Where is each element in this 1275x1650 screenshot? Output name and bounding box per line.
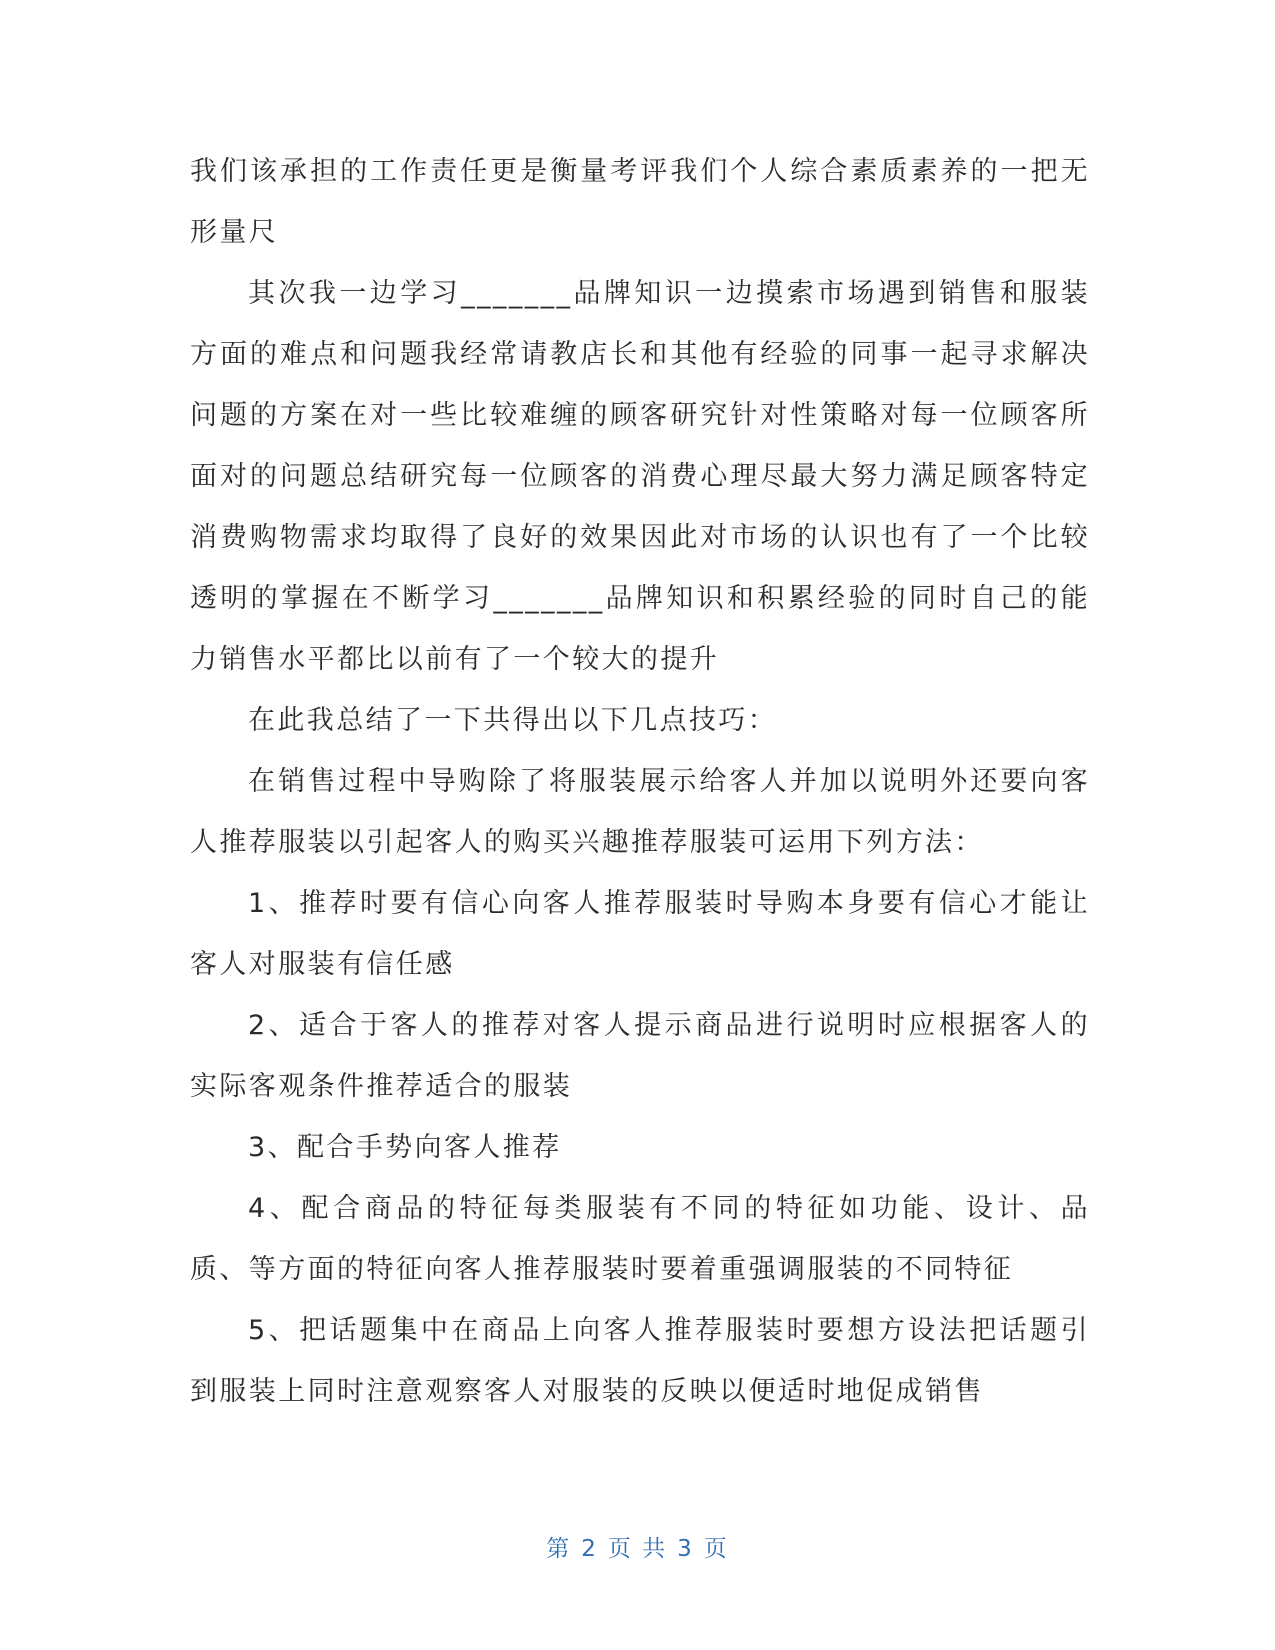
list-item: 3、配合手势向客人推荐 (248, 1132, 562, 1163)
footer-suffix: 页 (703, 1536, 729, 1562)
footer-middle: 页 共 (607, 1536, 668, 1562)
paragraph: 在此我总结了一下共得出以下几点技巧： (248, 705, 778, 736)
page-footer (0, 1530, 1275, 1563)
current-page-number: 2 (581, 1536, 598, 1562)
paragraph: 在销售过程中导购除了将服装展示给客人并加以说明外还要向客人推荐服装以引起客人的购买兴趣推荐服装可运用下列方法： (190, 766, 1090, 858)
list-item: 5、把话题集中在商品上向客人推荐服装时要想方设法把话题引到服装上同时注意观察客人对服装的反映以便适时地促成销售 (190, 1315, 1090, 1407)
footer-prefix: 第 (546, 1536, 572, 1562)
total-pages-number: 3 (677, 1536, 694, 1562)
paragraph: 其次我一边学习_______品牌知识一边摸索市场遇到销售和服装方面的难点和问题我经常请教店长和其他有经验的同事一起寻求解决问题的方案在对一些比较难缠的顾客研究针对性策略对每一位顾客所面对的问题总结研究每一位顾客的消费心理尽最大努力满足顾客特定消费购物需求均取得了良好的效果因此对市场的认识也有了一个比较透明的掌握在不断学习_______品牌知识和积累经验的同时自己的能力销售水平都比以前有了一个较大的提升 (190, 278, 1090, 675)
list-item: 2、适合于客人的推荐对客人提示商品进行说明时应根据客人的实际客观条件推荐适合的服装 (190, 1010, 1090, 1102)
list-item: 4、配合商品的特征每类服装有不同的特征如功能、设计、品质、等方面的特征向客人推荐服装时要着重强调服装的不同特征 (190, 1193, 1090, 1285)
list-item: 1、推荐时要有信心向客人推荐服装时导购本身要有信心才能让客人对服装有信任感 (190, 888, 1090, 980)
document-body (190, 141, 1090, 1422)
paragraph: 我们该承担的工作责任更是衡量考评我们个人综合素质素养的一把无形量尺 (190, 156, 1090, 248)
